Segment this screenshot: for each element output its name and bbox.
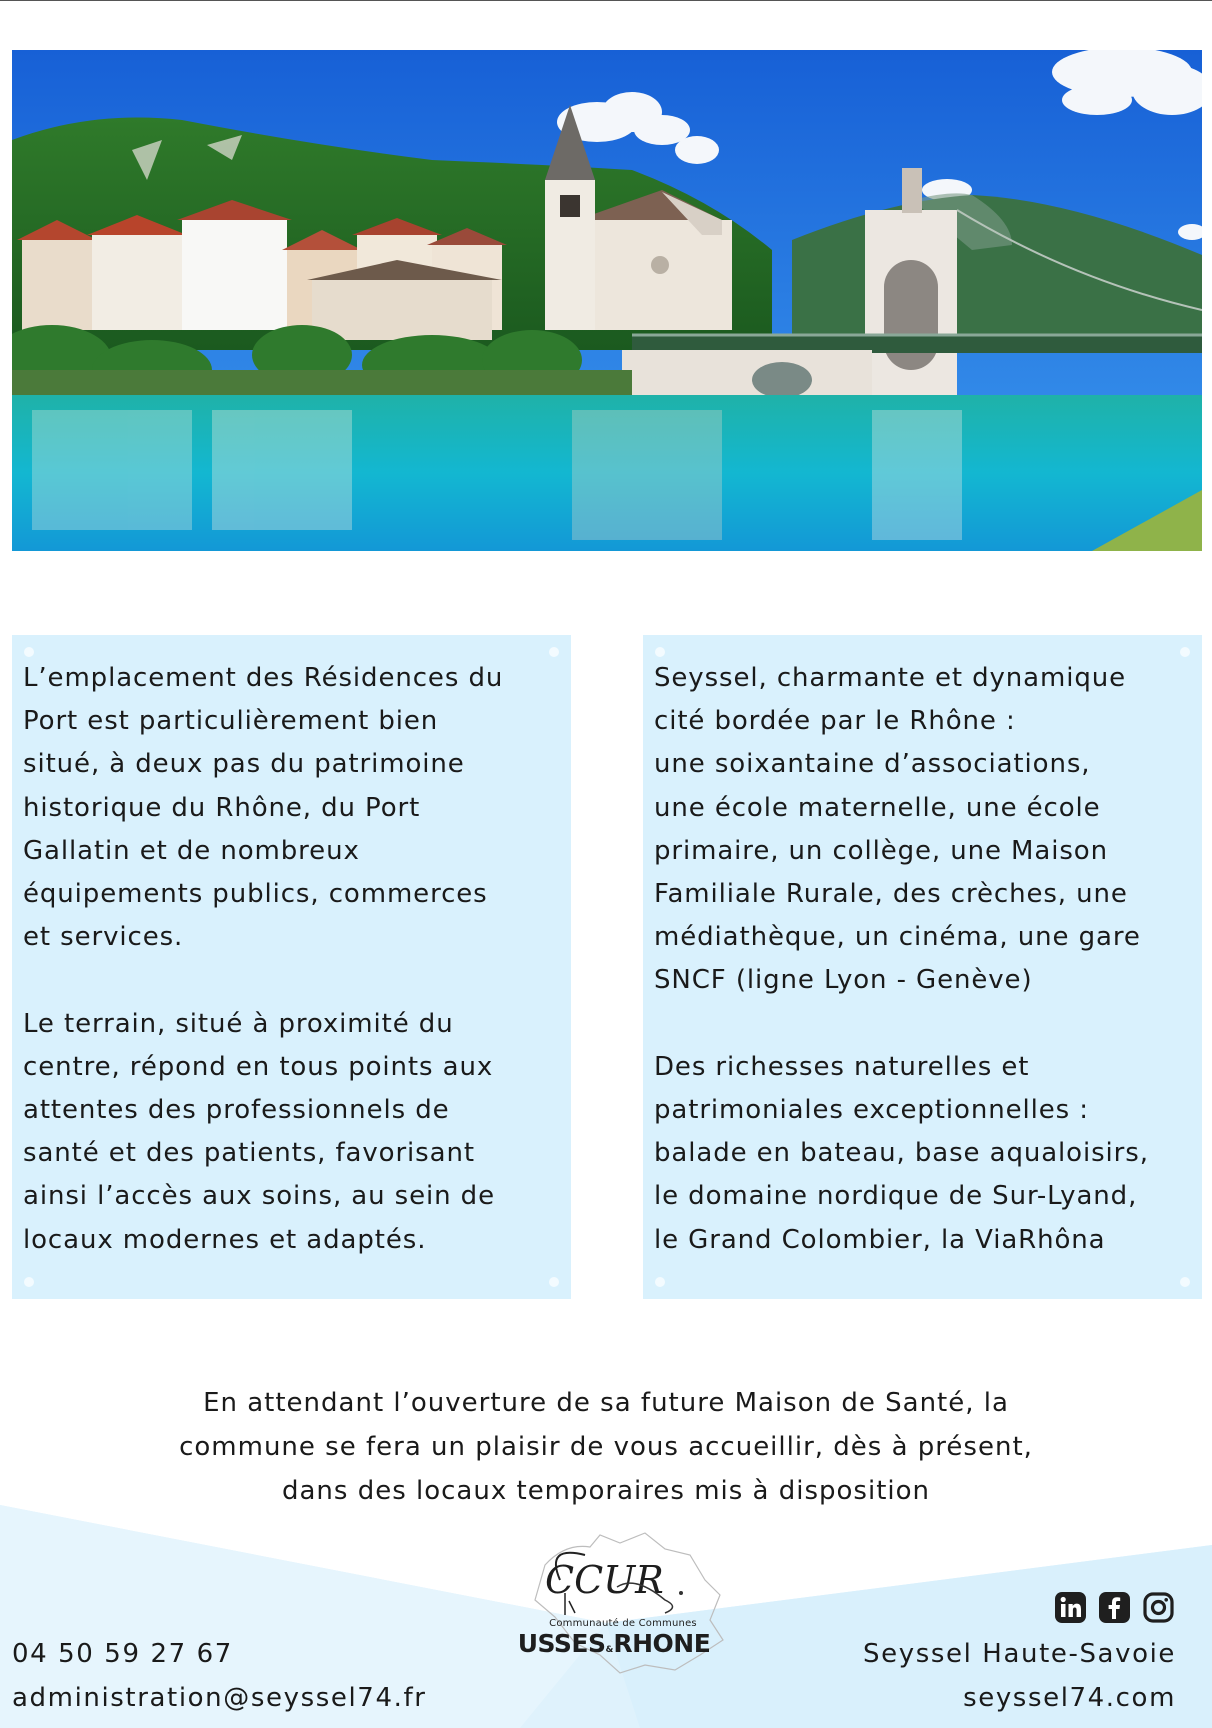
logo-name-part2: RHONE <box>613 1629 711 1658</box>
hero-photo <box>12 50 1202 551</box>
screw-dot <box>549 647 559 657</box>
screw-dot <box>655 647 665 657</box>
top-rule <box>0 0 1212 1</box>
terrain-paragraph: Le terrain, situé à proximité du centre, répond en tous points aux attentes des professionnels de santé et des patients, favorisant ainsi l’accès aux soins, au sein de locaux modernes et adaptés. <box>23 1008 495 1255</box>
closing-statement: En attendant l’ouverture de sa future Maison de Santé, la commune se fera un plaisir de vous accueillir, dès à présent, dans des locaux temporaires mis à disposition <box>179 1388 1033 1506</box>
logo-name <box>507 1629 721 1658</box>
location-paragraph: L’emplacement des Résidences du Port est particulièrement bien situé, à deux pas du patrimoine historique du Rhône, du Port Gallatin et de nombreux équipements publics, commerces et services. <box>23 663 504 953</box>
logo-ampersand: & <box>605 1645 614 1655</box>
info-panel-left <box>12 635 571 1299</box>
phone-number[interactable]: 04 50 59 27 67 <box>12 1639 233 1669</box>
logo-caption: Communauté de Communes <box>549 1618 697 1629</box>
screw-dot <box>24 647 34 657</box>
website-link[interactable]: seyssel74.com <box>963 1683 1176 1713</box>
screw-dot <box>1180 647 1190 657</box>
logo-name-part1: USSES <box>517 1629 606 1658</box>
social-links <box>1054 1591 1175 1624</box>
natural-heritage-paragraph: Des richesses naturelles et patrimoniales exceptionnelles : balade en bateau, base aqualoisirs, le domaine nordique de Sur-Lyand, le Grand Colombier, la ViaRhôna <box>654 1051 1149 1255</box>
screw-dot <box>549 1277 559 1287</box>
linkedin-icon[interactable] <box>1054 1591 1087 1624</box>
info-panel-right <box>643 635 1202 1299</box>
facebook-icon[interactable] <box>1098 1591 1131 1624</box>
instagram-icon[interactable] <box>1142 1591 1175 1624</box>
screw-dot <box>24 1277 34 1287</box>
logo-monogram: CCUR <box>545 1558 664 1602</box>
screw-dot <box>655 1277 665 1287</box>
town-name: Seyssel Haute-Savoie <box>863 1639 1176 1669</box>
town-amenities-paragraph: Seyssel, charmante et dynamique cité bordée par le Rhône : une soixantaine d’associations, une école maternelle, une école primaire, un collège, une Maison Familiale Rurale, des crèches, une médiathèque, un cinéma, une gare SNCF (ligne Lyon - Genève) <box>654 663 1141 996</box>
email-address[interactable]: administration@seyssel74.fr <box>12 1683 427 1713</box>
screw-dot <box>1180 1277 1190 1287</box>
